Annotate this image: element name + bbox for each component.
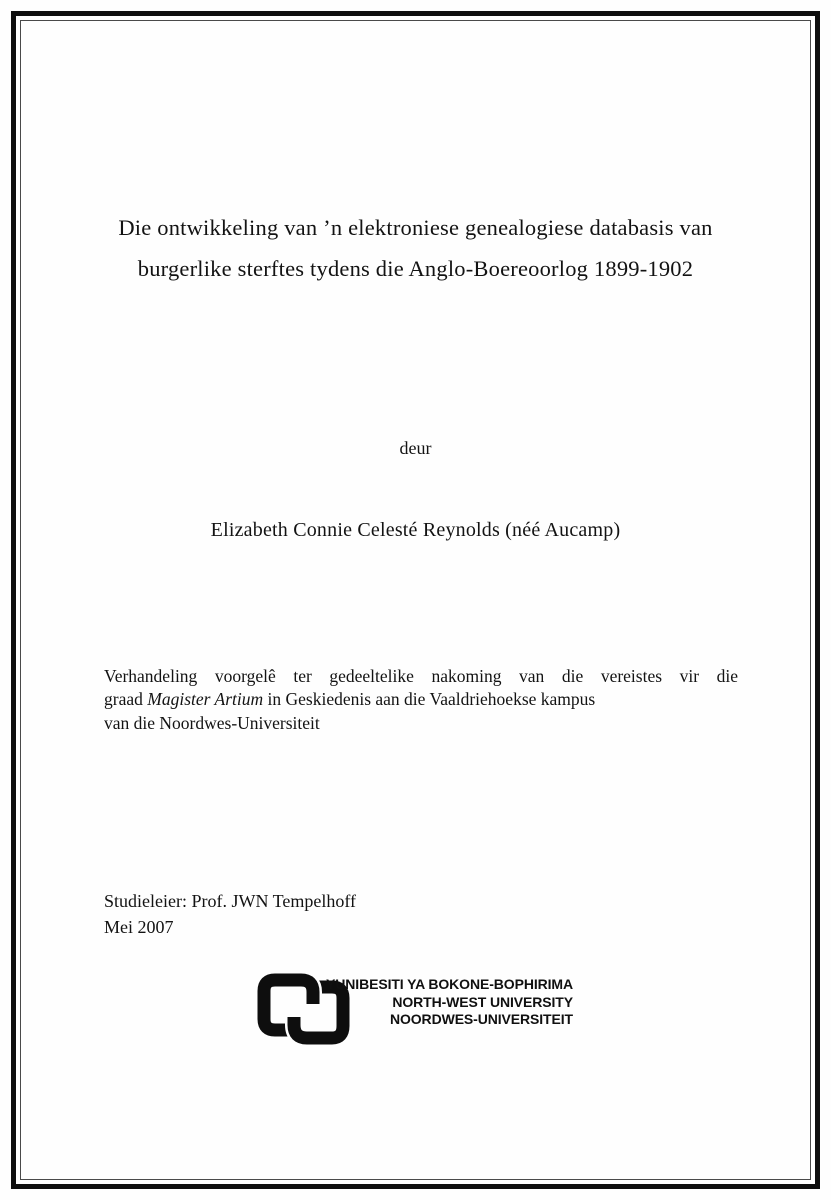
university-logo-text <box>318 976 573 1029</box>
degree-name-italic: Magister Artium <box>147 689 264 710</box>
thesis-title-line2: burgerlike sterftes tydens die Anglo-Boereoorlog 1899-1902 <box>137 256 694 281</box>
declaration-line2 <box>104 688 738 711</box>
thesis-title-line1: Die ontwikkeling van ’n elektroniese genealogiese databasis van <box>118 215 713 240</box>
logo-text-afrikaans: NOORDWES-UNIVERSITEIT <box>389 1011 573 1027</box>
declaration-line2-pre: graad <box>104 689 148 710</box>
supervisor-line: Studieleier: Prof. JWN Tempelhoff <box>104 891 357 911</box>
logo-text-english: NORTH-WEST UNIVERSITY <box>392 993 573 1010</box>
declaration-line1: Verhandeling voorgelê ter gedeeltelike nakoming van die vereistes vir die <box>104 666 738 686</box>
declaration-line2-post: in Geskiedenis aan die Vaaldriehoekse kampus <box>263 689 596 710</box>
logo-text-setswana: YUNIBESITI YA BOKONE-BOPHIRIMA <box>326 976 573 992</box>
supervisor-block <box>104 888 356 940</box>
author-name: Elizabeth Connie Celesté Reynolds (néé Aucamp) <box>210 519 621 541</box>
thesis-title <box>60 207 771 289</box>
byline-label: deur <box>399 438 432 458</box>
degree-declaration <box>104 665 738 735</box>
declaration-line3: van die Noordwes-Universiteit <box>104 712 320 733</box>
date-line: Mei 2007 <box>104 917 174 937</box>
